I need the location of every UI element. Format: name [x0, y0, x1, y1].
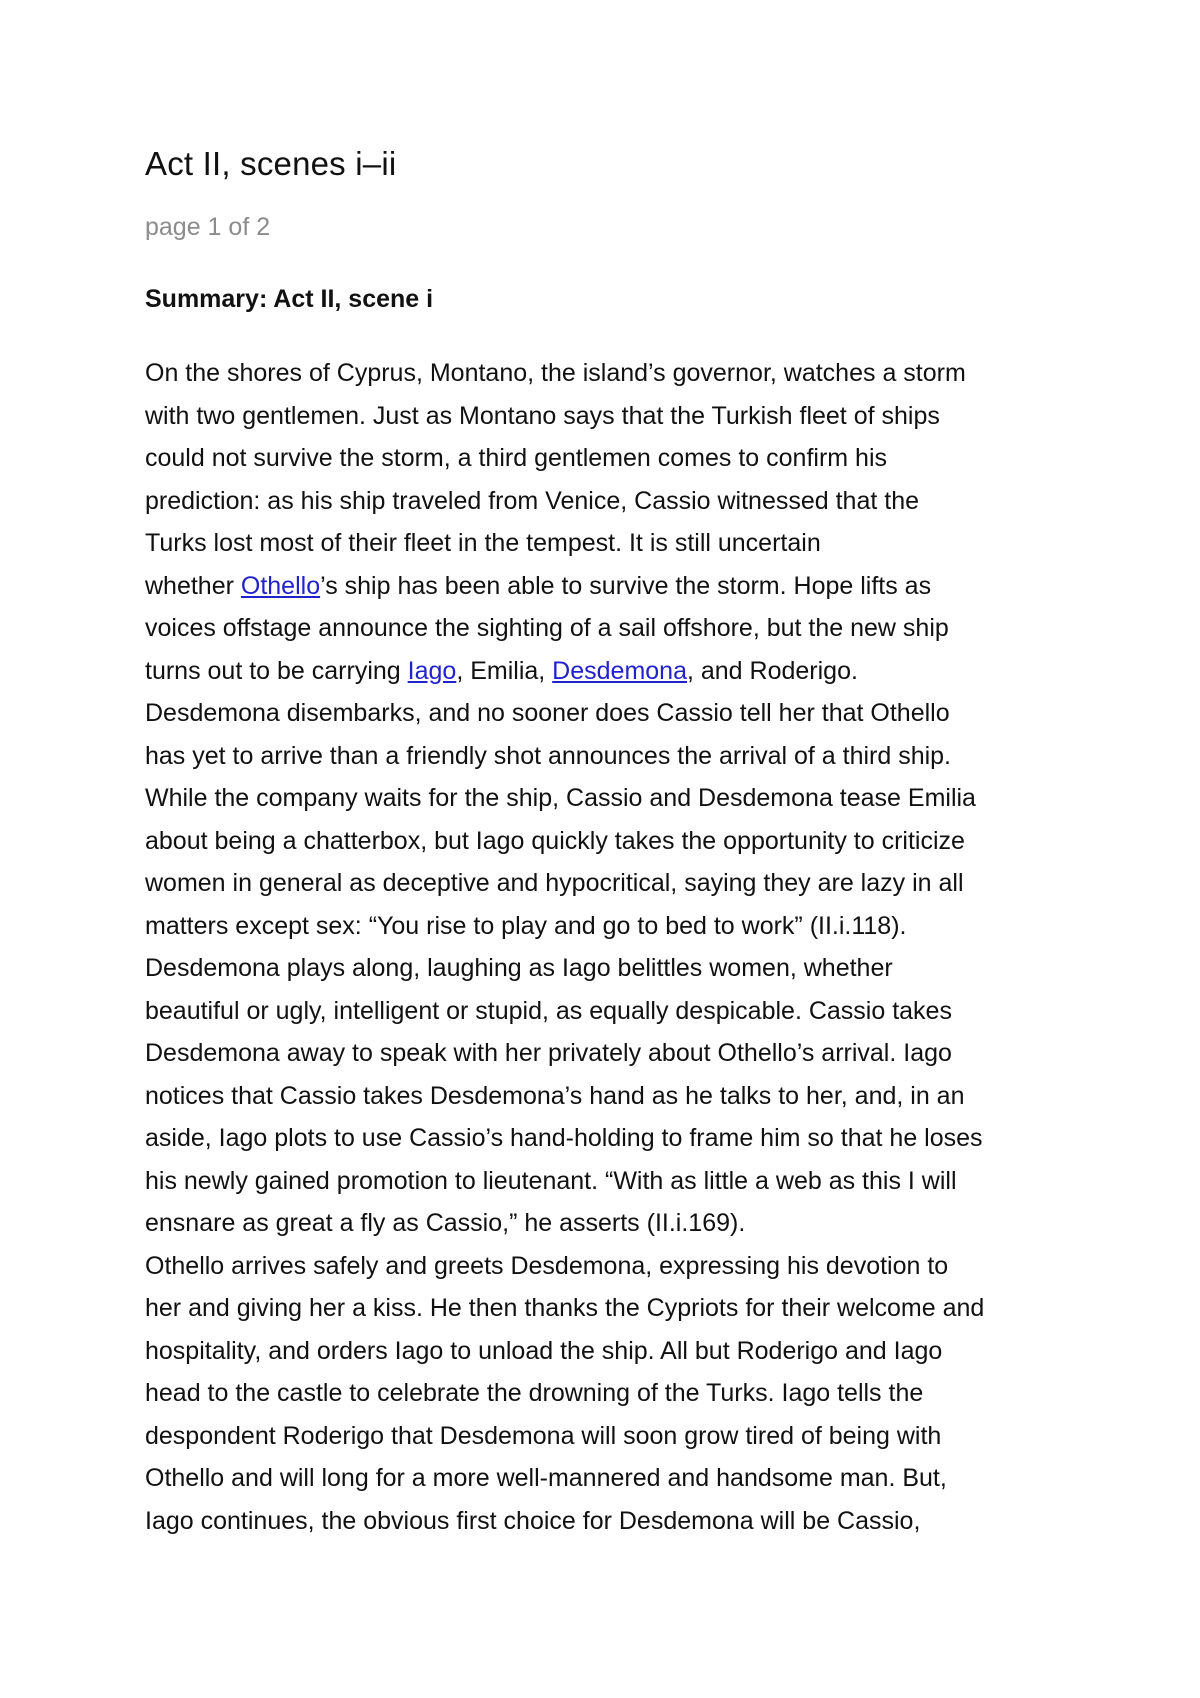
text-fragment: , and Roderigo.: [686, 656, 858, 685]
text-line: Othello and will long for a more well-mannered and handsome man. But,: [145, 1464, 947, 1492]
text-line: Othello arrives safely and greets Desdemona, expressing his devotion to: [145, 1251, 949, 1280]
summary-paragraph-2: [145, 1245, 1085, 1543]
text-fragment: turns out to be carrying: [145, 656, 408, 685]
iago-link[interactable]: Iago: [407, 656, 457, 685]
text-line: notices that Cassio takes Desdemona’s hand as he talks to her, and, in an: [145, 1081, 965, 1110]
summary-paragraph-1: [145, 352, 1085, 1245]
text-line: [145, 650, 1085, 693]
text-line: his newly gained promotion to lieutenant. “With as little a web as this I will: [145, 1166, 957, 1195]
text-line: despondent Roderigo that Desdemona will soon grow tired of being with: [145, 1421, 942, 1450]
text-line: beautiful or ugly, intelligent or stupid, as equally despicable. Cassio takes: [145, 996, 952, 1025]
text-line: her and giving her a kiss. He then thanks the Cypriots for their welcome and: [145, 1294, 985, 1322]
text-line: prediction: as his ship traveled from Venice, Cassio witnessed that the: [145, 486, 920, 515]
text-line: matters except sex: “You rise to play and go to bed to work” (II.i.118).: [145, 911, 907, 940]
text-line: Iago continues, the obvious first choice for Desdemona will be Cassio,: [145, 1506, 921, 1535]
page-indicator: page 1 of 2: [145, 213, 271, 241]
text-line: could not survive the storm, a third gentlemen comes to confirm his: [145, 444, 887, 472]
section-heading: Summary: Act II, scene i: [145, 285, 434, 313]
text-line: head to the castle to celebrate the drowning of the Turks. Iago tells the: [145, 1379, 924, 1407]
text-line: women in general as deceptive and hypocritical, saying they are lazy in all: [145, 869, 964, 897]
text-line: On the shores of Cyprus, Montano, the island’s governor, watches a storm: [145, 359, 966, 387]
page-title: Act II, scenes i–ii: [145, 145, 397, 182]
desdemona-link[interactable]: Desdemona: [552, 656, 687, 685]
text-line: While the company waits for the ship, Cassio and Desdemona tease Emilia: [145, 784, 976, 812]
text-fragment: whether: [145, 571, 241, 600]
text-line: Turks lost most of their fleet in the tempest. It is still uncertain: [145, 529, 821, 557]
text-line: [145, 565, 1085, 608]
text-line: has yet to arrive than a friendly shot announces the arrival of a third ship.: [145, 741, 952, 770]
text-line: Desdemona disembarks, and no sooner does Cassio tell her that Othello: [145, 699, 950, 727]
document-page: [145, 140, 1085, 1542]
text-line: hospitality, and orders Iago to unload the ship. All but Roderigo and Iago: [145, 1336, 943, 1365]
text-line: ensnare as great a fly as Cassio,” he asserts (II.i.169).: [145, 1209, 746, 1237]
text-line: with two gentlemen. Just as Montano says that the Turkish fleet of ships: [145, 401, 940, 430]
text-line: about being a chatterbox, but Iago quickly takes the opportunity to criticize: [145, 826, 965, 855]
text-fragment: ’s ship has been able to survive the storm. Hope lifts as: [320, 571, 932, 600]
othello-link[interactable]: Othello: [240, 571, 321, 600]
text-line: voices offstage announce the sighting of a sail offshore, but the new ship: [145, 614, 949, 642]
text-line: Desdemona plays along, laughing as Iago belittles women, whether: [145, 954, 893, 982]
text-fragment: , Emilia,: [456, 656, 553, 685]
text-line: Desdemona away to speak with her privately about Othello’s arrival. Iago: [145, 1039, 952, 1067]
text-line: aside, Iago plots to use Cassio’s hand-holding to frame him so that he loses: [145, 1124, 983, 1152]
